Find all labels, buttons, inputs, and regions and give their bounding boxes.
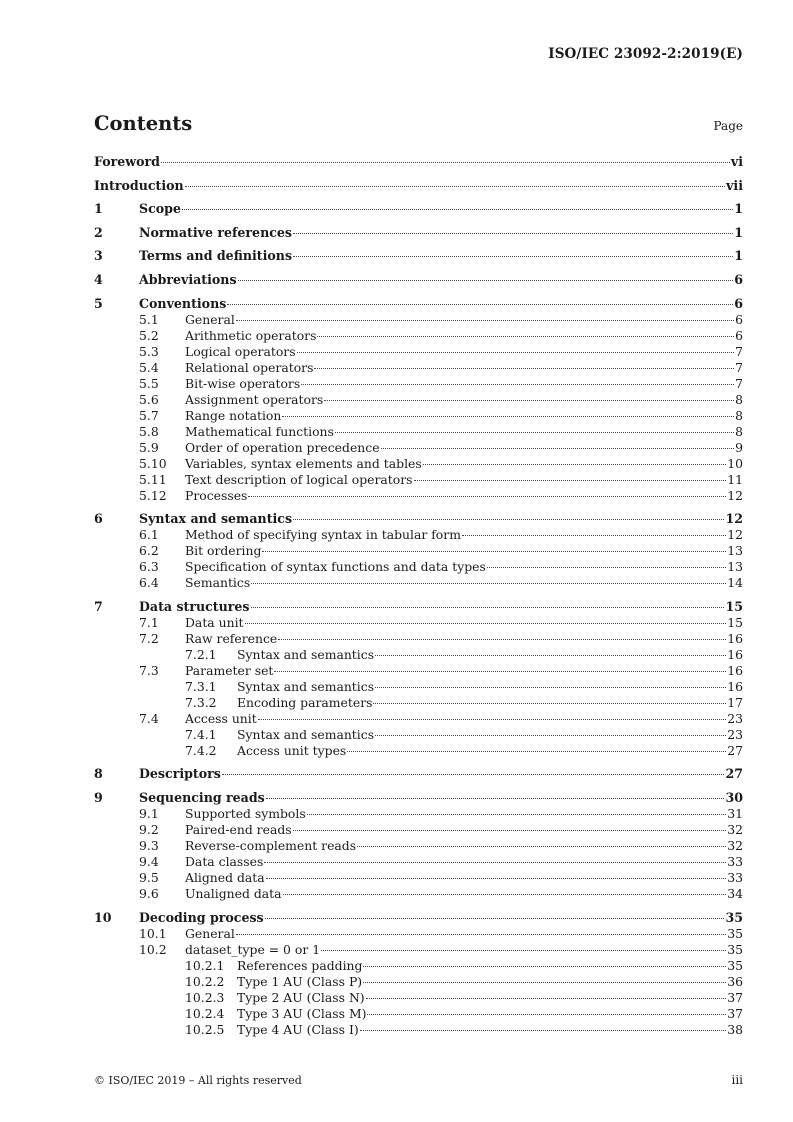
toc-entry-number: 7.4	[139, 710, 159, 726]
toc-entry-title: Mathematical functions	[185, 423, 334, 439]
toc-entry-title: Data unit	[185, 614, 244, 630]
toc-entry-number: 7.3	[139, 662, 159, 678]
toc-entry-number: 5.7	[139, 407, 159, 423]
toc-entry-page: 36	[727, 973, 743, 989]
toc-entry-number: 9.4	[139, 853, 159, 869]
toc-entry-title: Encoding parameters	[237, 694, 373, 710]
toc-entry-number: 10.2.5	[185, 1021, 225, 1037]
toc-entry-title: Reverse-complement reads	[185, 837, 357, 853]
dot-leader	[278, 638, 726, 640]
dot-leader	[462, 534, 726, 536]
toc-entry-page: 14	[727, 575, 743, 591]
toc-entry-number: 6.1	[139, 527, 159, 543]
dot-leader	[381, 447, 735, 449]
toc-entry-page: 16	[727, 646, 743, 662]
toc-entry-page: 23	[727, 726, 743, 742]
toc-entry-number: 4	[94, 271, 103, 287]
dot-leader	[245, 622, 727, 624]
toc-entry[interactable]	[94, 248, 743, 264]
toc-entry-title: Conventions	[139, 295, 227, 311]
toc-entry[interactable]	[94, 727, 743, 743]
toc-entry-title: Introduction	[94, 177, 184, 193]
document-id: ISO/IEC 23092-2:2019(E)	[548, 46, 743, 62]
toc-entry-title: General	[185, 311, 235, 327]
toc-entry-page: vii	[726, 177, 743, 193]
dot-leader	[301, 383, 734, 385]
dot-leader	[375, 734, 726, 736]
toc-entry-number: 5.6	[139, 391, 159, 407]
toc-entry[interactable]	[94, 392, 743, 408]
toc-entry-number: 7.4.2	[185, 742, 217, 758]
toc-entry[interactable]	[94, 838, 743, 854]
toc-entry-number: 10	[94, 909, 112, 925]
toc-entry-number: 9.3	[139, 837, 159, 853]
toc-entry-title: Sequencing reads	[139, 789, 265, 805]
toc-entry-number: 5.8	[139, 423, 159, 439]
toc-entry[interactable]	[94, 376, 743, 392]
toc-entry-number: 5.3	[139, 343, 159, 359]
toc-entry-page: 37	[727, 1005, 743, 1021]
toc-entry-page: 30	[725, 789, 743, 805]
dot-leader	[335, 431, 734, 433]
toc-entry-page: 37	[727, 989, 743, 1005]
dot-leader	[236, 319, 734, 321]
dot-leader	[258, 718, 727, 720]
toc-entry-number: 5.2	[139, 327, 159, 343]
toc-entry-number: 10.2	[139, 941, 167, 957]
dot-leader	[487, 566, 726, 568]
toc-entry-number: 7.1	[139, 614, 159, 630]
toc-entry-number: 3	[94, 248, 103, 264]
dot-leader	[293, 255, 733, 257]
toc-entry-page: 12	[727, 527, 743, 543]
toc-entry-title: Foreword	[94, 154, 160, 169]
toc-entry-number: 9.6	[139, 885, 159, 901]
toc-entry-number: 9.2	[139, 821, 159, 837]
contents-title: Contents	[94, 112, 193, 135]
dot-leader	[347, 750, 726, 752]
toc-entry-page: 8	[735, 407, 743, 423]
dot-leader	[375, 654, 726, 656]
dot-leader	[366, 997, 727, 999]
toc-entry-title: Relational operators	[185, 359, 314, 375]
toc-entry[interactable]	[94, 990, 743, 1006]
toc-entry[interactable]	[94, 488, 743, 504]
toc-entry-page: 38	[727, 1021, 743, 1037]
toc-entry-title: Syntax and semantics	[237, 726, 375, 742]
toc-entry-page: 1	[734, 224, 743, 240]
dot-leader	[182, 208, 733, 210]
toc-entry-number: 10.2.4	[185, 1005, 225, 1021]
toc-entry[interactable]	[94, 296, 743, 312]
dot-leader	[236, 933, 726, 935]
toc-entry-title: Method of specifying syntax in tabular form	[185, 527, 461, 543]
toc-entry-title: Data classes	[185, 853, 264, 869]
toc-entry[interactable]	[94, 910, 743, 926]
toc-entry-number: 2	[94, 224, 103, 240]
toc-entry-page: 23	[727, 710, 743, 726]
toc-entry-number: 1	[94, 201, 103, 217]
toc-entry-title: Semantics	[185, 575, 251, 591]
toc-entry[interactable]	[94, 790, 743, 806]
toc-entry[interactable]	[94, 599, 743, 615]
toc-entry[interactable]	[94, 766, 743, 782]
toc-entry-page: vi	[730, 154, 743, 169]
toc-entry-title: Access unit types	[237, 742, 347, 758]
toc-entry-title: dataset_type = 0 or 1	[185, 941, 321, 957]
toc-entry-title: Abbreviations	[139, 271, 237, 287]
toc-entry-number: 9.5	[139, 869, 159, 885]
toc-entry-number: 10.2.3	[185, 989, 225, 1005]
dot-leader	[266, 877, 727, 879]
toc-entry[interactable]	[94, 806, 743, 822]
toc-entry[interactable]	[94, 178, 743, 194]
toc-entry[interactable]	[94, 942, 743, 958]
toc-entry-title: Text description of logical operators	[185, 471, 413, 487]
toc-entry[interactable]	[94, 663, 743, 679]
toc-entry[interactable]	[94, 543, 743, 559]
toc-entry[interactable]	[94, 886, 743, 902]
toc-entry-number: 7.3.2	[185, 694, 217, 710]
dot-leader	[161, 161, 730, 163]
toc-entry-title: Decoding process	[139, 909, 264, 925]
dot-leader	[307, 813, 727, 815]
dot-leader	[251, 582, 726, 584]
toc-entry-title: Syntax and semantics	[237, 646, 375, 662]
toc-entry[interactable]	[94, 854, 743, 870]
dot-leader	[423, 463, 726, 465]
toc-entry[interactable]	[94, 974, 743, 990]
toc-entry-page: 34	[727, 885, 743, 901]
toc-entry[interactable]	[94, 679, 743, 695]
toc-entry-page: 1	[734, 248, 743, 264]
dot-leader	[264, 861, 726, 863]
toc-entry-number: 5.9	[139, 439, 159, 455]
toc-entry[interactable]	[94, 631, 743, 647]
toc-entry-page: 33	[727, 853, 743, 869]
dot-leader	[293, 829, 727, 831]
toc-entry[interactable]	[94, 408, 743, 424]
toc-entry[interactable]	[94, 360, 743, 376]
toc-entry-page: 8	[735, 423, 743, 439]
dot-leader	[283, 893, 727, 895]
dot-leader	[248, 495, 726, 497]
copyright-notice: © ISO/IEC 2019 – All rights reserved	[94, 1074, 302, 1087]
toc-entry-title: Scope	[139, 201, 181, 217]
toc-entry-title: Logical operators	[185, 343, 296, 359]
dot-leader	[321, 949, 726, 951]
toc-entry[interactable]	[94, 472, 743, 488]
toc-entry-number: 7.2	[139, 630, 159, 646]
toc-entry-number: 9	[94, 789, 103, 805]
toc-entry-page: 1	[734, 201, 743, 217]
dot-leader	[251, 606, 725, 608]
dot-leader	[324, 399, 734, 401]
toc-entry-title: Range notation	[185, 407, 282, 423]
toc-entry[interactable]	[94, 456, 743, 472]
toc-entry-page: 27	[727, 742, 743, 758]
dot-leader	[363, 981, 726, 983]
toc-entry-page: 10	[727, 455, 743, 471]
toc-entry-title: Type 2 AU (Class N)	[237, 989, 365, 1005]
toc-entry[interactable]	[94, 870, 743, 886]
toc-entry-number: 7.4.1	[185, 726, 217, 742]
dot-leader	[293, 232, 733, 234]
toc-entry-page: 7	[735, 375, 743, 391]
dot-leader	[185, 185, 725, 187]
toc-entry-number: 6.3	[139, 559, 159, 575]
dot-leader	[314, 367, 734, 369]
dot-leader	[375, 686, 726, 688]
dot-leader	[262, 550, 726, 552]
toc-entry-number: 5.10	[139, 455, 167, 471]
page-number: iii	[731, 1073, 743, 1087]
toc-entry[interactable]	[94, 440, 743, 456]
toc-entry-page: 8	[735, 391, 743, 407]
toc-entry[interactable]	[94, 559, 743, 575]
toc-entry-title: Supported symbols	[185, 805, 306, 821]
toc-entry-number: 6	[94, 511, 103, 527]
toc-entry[interactable]	[94, 201, 743, 217]
page-column-label: Page	[713, 119, 743, 133]
toc-entry[interactable]	[94, 312, 743, 328]
toc-entry-title: Descriptors	[139, 766, 221, 782]
toc-entry-number: 10.1	[139, 925, 167, 941]
toc-entry[interactable]	[94, 328, 743, 344]
toc-entry[interactable]	[94, 695, 743, 711]
toc-entry-page: 32	[727, 837, 743, 853]
toc-entry-title: Specification of syntax functions and data types	[185, 559, 486, 575]
toc-entry[interactable]	[94, 743, 743, 759]
toc-entry-page: 35	[727, 941, 743, 957]
dot-leader	[266, 797, 725, 799]
toc-entry-page: 35	[725, 909, 743, 925]
toc-entry-page: 35	[727, 925, 743, 941]
toc-entry[interactable]	[94, 711, 743, 727]
toc-entry-title: Aligned data	[185, 869, 265, 885]
toc-entry-number: 5.5	[139, 375, 159, 391]
toc-entry-number: 5.4	[139, 359, 159, 375]
toc-entry[interactable]	[94, 511, 743, 527]
toc-entry-number: 10.2.2	[185, 973, 225, 989]
toc-entry-title: Bit-wise operators	[185, 375, 301, 391]
toc-entry-page: 11	[727, 471, 743, 487]
toc-entry[interactable]	[94, 647, 743, 663]
toc-entry-title: Parameter set	[185, 662, 274, 678]
dot-leader	[297, 351, 735, 353]
dot-leader	[274, 670, 726, 672]
dot-leader	[265, 917, 725, 919]
toc-entry-number: 5	[94, 295, 103, 311]
toc-entry-page: 15	[727, 614, 743, 630]
toc-entry[interactable]	[94, 344, 743, 360]
toc-entry-title: Type 3 AU (Class M)	[237, 1005, 367, 1021]
toc-entry-title: Normative references	[139, 224, 293, 240]
toc-entry-number: 5.11	[139, 471, 167, 487]
toc-entry-title: General	[185, 925, 235, 941]
toc-entry-page: 27	[725, 766, 743, 782]
toc-entry-title: Unaligned data	[185, 885, 282, 901]
toc-entry-number: 7	[94, 598, 103, 614]
dot-leader	[373, 702, 726, 704]
toc-entry-title: Order of operation precedence	[185, 439, 380, 455]
toc-entry-page: 12	[725, 511, 743, 527]
toc-entry[interactable]	[94, 926, 743, 942]
dot-leader	[367, 1013, 726, 1015]
toc-entry-page: 7	[735, 343, 743, 359]
toc-entry-page: 17	[727, 694, 743, 710]
toc-entry-number: 5.12	[139, 487, 167, 503]
toc-entry[interactable]	[94, 154, 743, 170]
dot-leader	[317, 335, 734, 337]
toc-entry-number: 7.3.1	[185, 678, 217, 694]
toc-entry-page: 6	[735, 311, 743, 327]
toc-entry-number: 5.1	[139, 311, 159, 327]
dot-leader	[282, 415, 734, 417]
toc-entry[interactable]	[94, 575, 743, 591]
toc-entry-page: 6	[734, 295, 743, 311]
toc-entry-page: 6	[735, 327, 743, 343]
toc-entry-page: 9	[735, 439, 743, 455]
dot-leader	[357, 845, 726, 847]
toc-entry[interactable]	[94, 1006, 743, 1022]
toc-entry-page: 13	[727, 559, 743, 575]
toc-entry[interactable]	[94, 272, 743, 288]
toc-entry-page: 16	[727, 678, 743, 694]
toc-entry[interactable]	[94, 822, 743, 838]
toc-entry-title: Type 1 AU (Class P)	[237, 973, 363, 989]
toc-entry-page: 12	[727, 487, 743, 503]
toc-entry-title: Raw reference	[185, 630, 278, 646]
toc-entry-title: Assignment operators	[185, 391, 324, 407]
toc-entry-title: Terms and definitions	[139, 248, 293, 264]
table-of-contents	[94, 154, 743, 1038]
dot-leader	[363, 965, 726, 967]
toc-entry-page: 13	[727, 543, 743, 559]
toc-entry-page: 7	[735, 359, 743, 375]
toc-entry-number: 6.2	[139, 543, 159, 559]
toc-entry-title: Variables, syntax elements and tables	[185, 455, 422, 471]
dot-leader	[293, 518, 724, 520]
toc-entry-number: 6.4	[139, 575, 159, 591]
toc-entry-title: Syntax and semantics	[237, 678, 375, 694]
toc-entry-title: Processes	[185, 487, 248, 503]
toc-entry[interactable]	[94, 527, 743, 543]
toc-entry[interactable]	[94, 424, 743, 440]
toc-entry-number: 8	[94, 766, 103, 782]
toc-entry-page: 33	[727, 869, 743, 885]
dot-leader	[360, 1029, 727, 1031]
toc-entry-title: Access unit	[185, 710, 257, 726]
dot-leader	[227, 303, 733, 305]
toc-entry[interactable]	[94, 958, 743, 974]
toc-entry-page: 32	[727, 821, 743, 837]
toc-entry-page: 35	[727, 957, 743, 973]
toc-entry-number: 7.2.1	[185, 646, 217, 662]
toc-entry-title: Data structures	[139, 598, 250, 614]
toc-entry-title: Bit ordering	[185, 543, 262, 559]
toc-entry-page: 16	[727, 630, 743, 646]
toc-entry-page: 16	[727, 662, 743, 678]
dot-leader	[414, 479, 727, 481]
toc-entry-title: References padding	[237, 957, 363, 973]
toc-entry-page: 15	[725, 598, 743, 614]
toc-entry-title: Arithmetic operators	[185, 327, 317, 343]
toc-entry-title: Type 4 AU (Class I)	[237, 1021, 359, 1037]
toc-entry-number: 10.2.1	[185, 957, 225, 973]
toc-entry[interactable]	[94, 1022, 743, 1038]
toc-entry-page: 31	[727, 805, 743, 821]
toc-entry[interactable]	[94, 615, 743, 631]
toc-entry[interactable]	[94, 225, 743, 241]
toc-entry-title: Syntax and semantics	[139, 511, 293, 527]
dot-leader	[238, 279, 734, 281]
dot-leader	[222, 773, 725, 775]
toc-entry-title: Paired-end reads	[185, 821, 292, 837]
toc-entry-number: 9.1	[139, 805, 159, 821]
toc-entry-page: 6	[734, 271, 743, 287]
